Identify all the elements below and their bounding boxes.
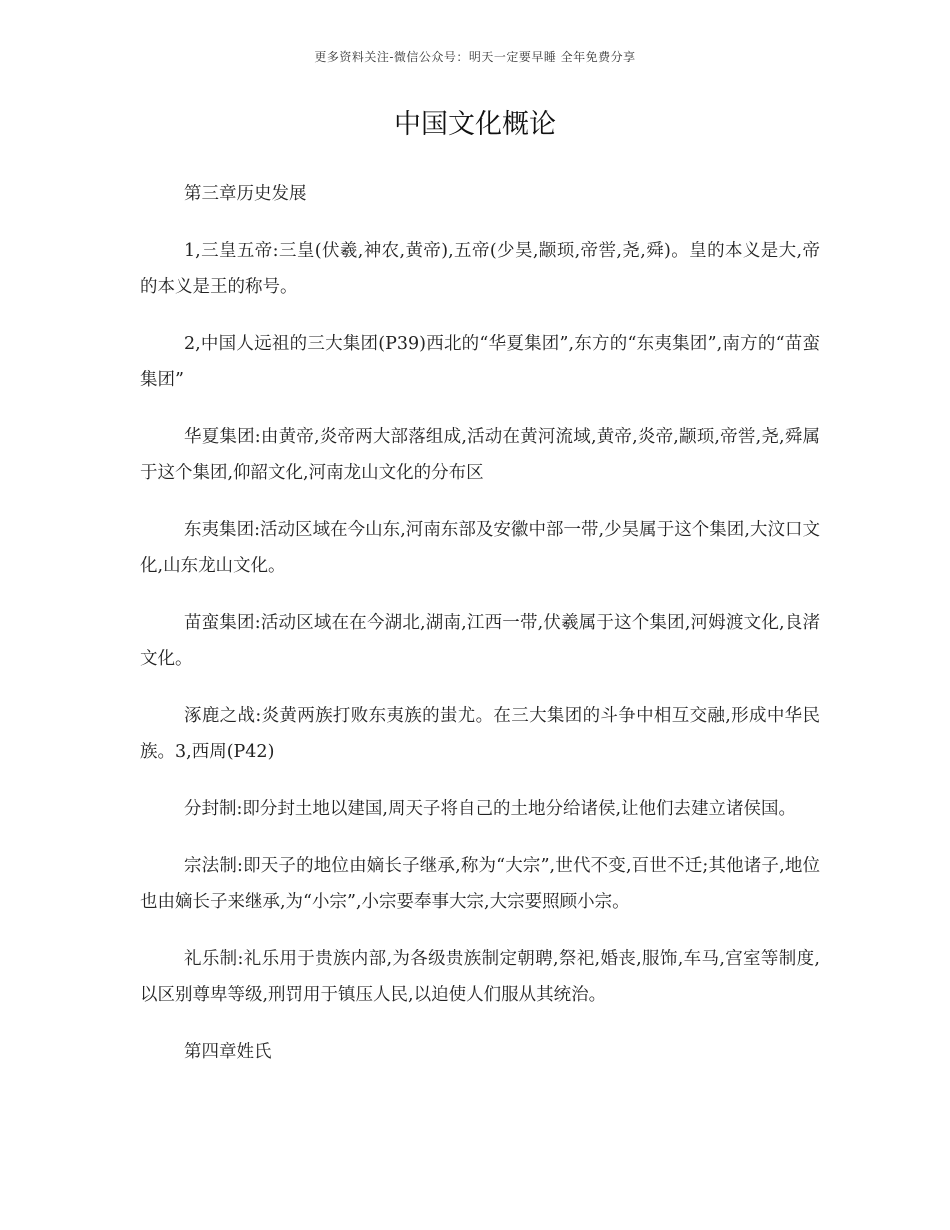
document-title: 中国文化概论: [394, 109, 556, 140]
header-note: 更多资料关注-微信公众号：明天一定要早睡 全年免费分享: [314, 50, 636, 64]
paragraph-clan-system: 宗法制:即天子的地位由嫡长子继承,称为“大宗”,世代不变,百世不迁;其他诸子,地位也由嫡长子来继承,为“小宗”,小宗要奉事大宗,大宗要照顾小宗。: [140, 856, 820, 912]
paragraph-zhuolu-battle: 涿鹿之战:炎黄两族打败东夷族的蚩尤。在三大集团的斗争中相互交融,形成中华民族。3,西周(P42): [140, 706, 820, 762]
paragraph-three-sovereigns: 1,三皇五帝:三皇(伏羲,神农,黄帝),五帝(少昊,颛顼,帝喾,尧,舜)。皇的本义是大,帝的本义是王的称号。: [140, 241, 820, 297]
chapter-heading-4: 第四章姓氏: [184, 1042, 272, 1062]
paragraph-huaxia-group: 华夏集团:由黄帝,炎帝两大部落组成,活动在黄河流域,黄帝,炎帝,颛顼,帝喾,尧,舜属于这个集团,仰韶文化,河南龙山文化的分布区: [140, 427, 820, 483]
paragraph-dongyi-group: 东夷集团:活动区域在今山东,河南东部及安徽中部一带,少昊属于这个集团,大汶口文化,山东龙山文化。: [140, 520, 820, 576]
chapter-heading-3: 第三章历史发展: [184, 184, 307, 204]
paragraph-rites-music: 礼乐制:礼乐用于贵族内部,为各级贵族制定朝聘,祭祀,婚丧,服饰,车马,宫室等制度,以区别尊卑等级,刑罚用于镇压人民,以迫使人们服从其统治。: [140, 949, 820, 1005]
paragraph-enfeoffment: 分封制:即分封土地以建国,周天子将自己的土地分给诸侯,让他们去建立诸侯国。: [184, 799, 797, 819]
paragraph-miaoman-group: 苗蛮集团:活动区域在在今湖北,湖南,江西一带,伏羲属于这个集团,河姆渡文化,良渚文化。: [140, 613, 820, 669]
document-body: [140, 176, 820, 1091]
paragraph-three-groups: 2,中国人远祖的三大集团(P39)西北的“华夏集团”,东方的“东夷集团”,南方的“苗蛮集团”: [140, 334, 820, 390]
